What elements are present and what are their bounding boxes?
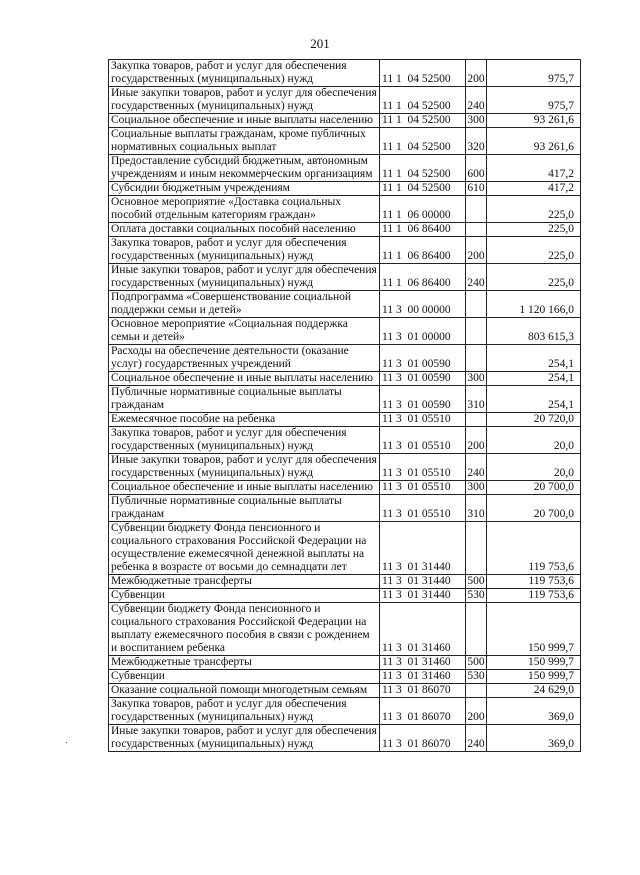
- row-sum-cell: [487, 684, 581, 698]
- row-expense-type-cell: [466, 589, 487, 603]
- row-sum-cell: [487, 698, 581, 725]
- row-target-code-cell: [380, 155, 466, 182]
- table-row: [109, 603, 581, 656]
- table-row: [109, 386, 581, 413]
- row-sum-text: 254,1: [548, 372, 574, 384]
- row-sum-text: 975,7: [548, 73, 574, 85]
- row-sum-text: 119 753,6: [528, 561, 574, 573]
- row-name-cell: [109, 372, 380, 386]
- row-sum-cell: [487, 318, 581, 345]
- table-row: [109, 114, 581, 128]
- row-target-code-cell: [380, 413, 466, 427]
- row-target-code-text: 11 1 04 52500: [382, 141, 451, 153]
- row-expense-type-cell: [466, 87, 487, 114]
- row-expense-type-text: 310: [467, 508, 485, 520]
- row-name-text: Социальное обеспечение и иные выплаты населению: [111, 114, 373, 126]
- row-sum-cell: [487, 237, 581, 264]
- row-expense-type-cell: [466, 60, 487, 87]
- row-name-cell: [109, 454, 380, 481]
- row-sum-cell: [487, 114, 581, 128]
- row-sum-cell: [487, 196, 581, 223]
- row-expense-type-text: 300: [467, 372, 485, 384]
- row-expense-type-text: 240: [467, 100, 485, 112]
- row-sum-cell: [487, 656, 581, 670]
- row-name-text: Социальное обеспечение и иные выплаты населению: [111, 372, 373, 384]
- row-sum-cell: [487, 589, 581, 603]
- row-expense-type-text: 500: [467, 656, 485, 668]
- row-sum-text: 150 999,7: [528, 656, 574, 668]
- table-row: [109, 454, 581, 481]
- table-row: [109, 684, 581, 698]
- row-expense-type-cell: [466, 495, 487, 522]
- row-target-code-cell: [380, 128, 466, 155]
- row-sum-cell: [487, 155, 581, 182]
- row-name-text: Основное мероприятие «Социальная поддержка семьи и детей»: [111, 318, 348, 343]
- row-name-text: Ежемесячное пособие на ребенка: [111, 413, 276, 425]
- row-sum-text: 369,0: [548, 711, 574, 723]
- table-row: [109, 481, 581, 495]
- row-sum-cell: [487, 413, 581, 427]
- row-expense-type-cell: [466, 155, 487, 182]
- row-target-code-text: 11 3 01 31460: [382, 642, 451, 654]
- row-name-cell: [109, 427, 380, 454]
- row-sum-text: 20,0: [553, 440, 574, 452]
- row-name-cell: [109, 495, 380, 522]
- row-sum-cell: [487, 386, 581, 413]
- row-target-code-text: 11 3 01 31440: [382, 575, 451, 587]
- row-sum-text: 803 615,3: [528, 331, 574, 343]
- row-expense-type-text: 300: [467, 114, 485, 126]
- row-expense-type-text: 320: [467, 141, 485, 153]
- row-name-text: Расходы на обеспечение деятельности (оказание услуг) государственных учреждений: [111, 345, 349, 370]
- row-expense-type-text: 530: [467, 670, 485, 682]
- table-row: [109, 372, 581, 386]
- row-sum-text: 1 120 166,0: [519, 304, 574, 316]
- row-expense-type-text: 200: [467, 440, 485, 452]
- row-target-code-text: 11 3 01 31460: [382, 656, 451, 668]
- row-name-cell: [109, 223, 380, 237]
- row-name-text: Межбюджетные трансферты: [111, 575, 252, 587]
- row-sum-cell: [487, 60, 581, 87]
- row-expense-type-cell: [466, 522, 487, 575]
- row-sum-text: 20 720,0: [533, 413, 574, 425]
- table-row: [109, 345, 581, 372]
- row-target-code-text: 11 3 00 00000: [382, 304, 451, 316]
- row-name-cell: [109, 670, 380, 684]
- row-target-code-text: 11 3 01 31440: [382, 589, 451, 601]
- row-expense-type-text: 500: [467, 575, 485, 587]
- row-name-text: Оказание социальной помощи многодетным семьям: [111, 684, 368, 696]
- row-name-text: Закупка товаров, работ и услуг для обеспечения государственных (муниципальных) нужд: [111, 698, 347, 723]
- row-sum-cell: [487, 495, 581, 522]
- row-target-code-cell: [380, 725, 466, 752]
- row-sum-text: 417,2: [548, 168, 574, 180]
- row-sum-text: 20,0: [553, 467, 574, 479]
- row-name-text: Подпрограмма «Совершенствование социальной поддержки семьи и детей»: [111, 291, 352, 316]
- row-sum-text: 150 999,7: [528, 642, 574, 654]
- row-target-code-cell: [380, 237, 466, 264]
- row-target-code-cell: [380, 656, 466, 670]
- row-name-cell: [109, 589, 380, 603]
- row-target-code-text: 11 1 04 52500: [382, 114, 451, 126]
- row-sum-cell: [487, 603, 581, 656]
- table-row: [109, 318, 581, 345]
- row-sum-cell: [487, 670, 581, 684]
- table-body: [109, 60, 581, 752]
- row-expense-type-cell: [466, 223, 487, 237]
- row-target-code-text: 11 3 01 00590: [382, 358, 451, 370]
- row-target-code-text: 11 1 04 52500: [382, 168, 451, 180]
- table-row: [109, 670, 581, 684]
- row-name-cell: [109, 128, 380, 155]
- row-target-code-cell: [380, 223, 466, 237]
- row-target-code-cell: [380, 522, 466, 575]
- row-expense-type-cell: [466, 684, 487, 698]
- row-expense-type-text: 600: [467, 168, 485, 180]
- row-target-code-text: 11 3 01 86070: [382, 711, 451, 723]
- row-target-code-text: 11 3 01 05510: [382, 467, 451, 479]
- row-expense-type-text: 200: [467, 73, 485, 85]
- row-target-code-text: 11 1 06 86400: [382, 277, 451, 289]
- row-name-text: Иные закупки товаров, работ и услуг для обеспечения государственных (муниципальных) нужд: [111, 454, 377, 479]
- row-target-code-text: 11 3 01 00000: [382, 331, 451, 343]
- row-expense-type-cell: [466, 182, 487, 196]
- table-row: [109, 575, 581, 589]
- table-row: [109, 589, 581, 603]
- row-expense-type-cell: [466, 656, 487, 670]
- row-expense-type-cell: [466, 386, 487, 413]
- row-target-code-text: 11 3 01 05510: [382, 440, 451, 452]
- row-name-text: Субвенции: [111, 589, 165, 601]
- row-target-code-cell: [380, 481, 466, 495]
- row-sum-cell: [487, 223, 581, 237]
- page-number: 201: [310, 36, 330, 51]
- row-sum-cell: [487, 725, 581, 752]
- budget-expenditure-table: [108, 59, 581, 752]
- table-row: [109, 264, 581, 291]
- row-name-cell: [109, 345, 380, 372]
- table-row: [109, 87, 581, 114]
- row-sum-text: 417,2: [548, 182, 574, 194]
- row-target-code-cell: [380, 454, 466, 481]
- row-sum-cell: [487, 264, 581, 291]
- row-target-code-text: 11 1 04 52500: [382, 182, 451, 194]
- row-expense-type-text: 240: [467, 738, 485, 750]
- row-sum-cell: [487, 345, 581, 372]
- row-expense-type-cell: [466, 372, 487, 386]
- row-name-text: Субвенции бюджету Фонда пенсионного и социального страхования Российской Федерации на осуществление ежемесячной денежной выплаты на ребенка в возрасте от восьми до семнадцати лет: [111, 522, 367, 573]
- row-expense-type-text: 240: [467, 467, 485, 479]
- table-row: [109, 427, 581, 454]
- row-sum-text: 225,0: [548, 250, 574, 262]
- row-sum-cell: [487, 372, 581, 386]
- row-target-code-cell: [380, 345, 466, 372]
- row-expense-type-text: 530: [467, 589, 485, 601]
- row-sum-text: 93 261,6: [533, 141, 574, 153]
- row-name-cell: [109, 481, 380, 495]
- row-sum-cell: [487, 128, 581, 155]
- row-expense-type-cell: [466, 413, 487, 427]
- table-row: [109, 656, 581, 670]
- row-name-text: Социальное обеспечение и иные выплаты населению: [111, 481, 373, 493]
- row-target-code-cell: [380, 87, 466, 114]
- table-row: [109, 182, 581, 196]
- row-target-code-text: 11 1 06 86400: [382, 250, 451, 262]
- table-row: [109, 60, 581, 87]
- row-name-cell: [109, 182, 380, 196]
- row-target-code-cell: [380, 495, 466, 522]
- row-target-code-text: 11 1 06 00000: [382, 209, 451, 221]
- row-name-text: Иные закупки товаров, работ и услуг для обеспечения государственных (муниципальных) нужд: [111, 725, 377, 750]
- row-target-code-cell: [380, 372, 466, 386]
- row-target-code-text: 11 3 01 05510: [382, 508, 451, 520]
- row-name-text: Предоставление субсидий бюджетным, автономным учреждениям и иным некоммерческим организациям: [111, 155, 373, 180]
- row-name-cell: [109, 60, 380, 87]
- row-name-cell: [109, 237, 380, 264]
- row-sum-cell: [487, 182, 581, 196]
- row-name-cell: [109, 656, 380, 670]
- row-expense-type-cell: [466, 291, 487, 318]
- table-row: [109, 196, 581, 223]
- row-sum-cell: [487, 291, 581, 318]
- row-name-text: Социальные выплаты гражданам, кроме публичных нормативных социальных выплат: [111, 128, 366, 153]
- row-target-code-cell: [380, 386, 466, 413]
- row-name-text: Публичные нормативные социальные выплаты гражданам: [111, 495, 342, 520]
- row-name-cell: [109, 575, 380, 589]
- row-name-cell: [109, 698, 380, 725]
- row-target-code-cell: [380, 427, 466, 454]
- row-sum-text: 254,1: [548, 358, 574, 370]
- row-target-code-cell: [380, 684, 466, 698]
- row-name-cell: [109, 196, 380, 223]
- row-expense-type-cell: [466, 481, 487, 495]
- row-expense-type-text: 200: [467, 711, 485, 723]
- row-expense-type-text: 610: [467, 182, 485, 194]
- row-name-text: Субвенции бюджету Фонда пенсионного и социального страхования Российской Федерации на выплату ежемесячного пособия в связи с рождением и воспитанием ребенка: [111, 603, 370, 654]
- row-sum-cell: [487, 427, 581, 454]
- row-sum-cell: [487, 481, 581, 495]
- row-target-code-text: 11 3 01 31460: [382, 670, 451, 682]
- table-row: [109, 237, 581, 264]
- row-target-code-text: 11 1 04 52500: [382, 73, 451, 85]
- row-target-code-text: 11 3 01 00590: [382, 372, 451, 384]
- row-target-code-cell: [380, 182, 466, 196]
- row-target-code-cell: [380, 196, 466, 223]
- row-sum-text: 225,0: [548, 209, 574, 221]
- row-name-cell: [109, 87, 380, 114]
- row-expense-type-cell: [466, 454, 487, 481]
- row-name-text: Межбюджетные трансферты: [111, 656, 252, 668]
- row-name-cell: [109, 264, 380, 291]
- row-target-code-cell: [380, 60, 466, 87]
- row-sum-text: 24 629,0: [533, 684, 574, 696]
- row-expense-type-cell: [466, 264, 487, 291]
- row-target-code-cell: [380, 318, 466, 345]
- row-name-text: Закупка товаров, работ и услуг для обеспечения государственных (муниципальных) нужд: [111, 427, 347, 452]
- row-expense-type-cell: [466, 128, 487, 155]
- row-sum-text: 254,1: [548, 399, 574, 411]
- row-name-text: Публичные нормативные социальные выплаты гражданам: [111, 386, 342, 411]
- row-name-cell: [109, 522, 380, 575]
- row-target-code-cell: [380, 264, 466, 291]
- row-sum-text: 119 753,6: [528, 575, 574, 587]
- table-row: [109, 291, 581, 318]
- row-expense-type-text: 310: [467, 399, 485, 411]
- row-target-code-text: 11 3 01 31440: [382, 561, 451, 573]
- row-target-code-cell: [380, 114, 466, 128]
- row-expense-type-cell: [466, 575, 487, 589]
- row-sum-cell: [487, 575, 581, 589]
- row-name-text: Оплата доставки социальных пособий населению: [111, 223, 356, 235]
- table-row: [109, 155, 581, 182]
- row-name-cell: [109, 725, 380, 752]
- row-expense-type-cell: [466, 196, 487, 223]
- row-target-code-text: 11 3 01 86070: [382, 738, 451, 750]
- row-name-text: Закупка товаров, работ и услуг для обеспечения государственных (муниципальных) нужд: [111, 237, 347, 262]
- row-expense-type-text: 200: [467, 250, 485, 262]
- row-name-text: Иные закупки товаров, работ и услуг для обеспечения государственных (муниципальных) нужд: [111, 264, 377, 289]
- margin-mark: [66, 742, 67, 743]
- row-target-code-cell: [380, 698, 466, 725]
- row-target-code-cell: [380, 575, 466, 589]
- row-expense-type-cell: [466, 114, 487, 128]
- row-name-text: Основное мероприятие «Доставка социальных пособий отдельным категориям граждан»: [111, 196, 341, 221]
- table-row: [109, 223, 581, 237]
- row-name-cell: [109, 413, 380, 427]
- row-expense-type-cell: [466, 237, 487, 264]
- row-target-code-text: 11 1 06 86400: [382, 223, 451, 235]
- row-expense-type-cell: [466, 427, 487, 454]
- row-name-cell: [109, 603, 380, 656]
- row-target-code-text: 11 3 01 00590: [382, 399, 451, 411]
- row-name-cell: [109, 318, 380, 345]
- row-target-code-text: 11 3 01 05510: [382, 413, 451, 425]
- row-target-code-text: 11 1 04 52500: [382, 100, 451, 112]
- row-sum-text: 369,0: [548, 738, 574, 750]
- table-row: [109, 128, 581, 155]
- row-sum-cell: [487, 454, 581, 481]
- row-sum-text: 225,0: [548, 223, 574, 235]
- table-row: [109, 522, 581, 575]
- row-name-cell: [109, 291, 380, 318]
- row-expense-type-cell: [466, 318, 487, 345]
- row-expense-type-cell: [466, 603, 487, 656]
- row-name-text: Иные закупки товаров, работ и услуг для обеспечения государственных (муниципальных) нужд: [111, 87, 377, 112]
- row-sum-text: 975,7: [548, 100, 574, 112]
- row-sum-text: 225,0: [548, 277, 574, 289]
- row-name-cell: [109, 386, 380, 413]
- row-target-code-cell: [380, 603, 466, 656]
- row-target-code-cell: [380, 589, 466, 603]
- table-row: [109, 495, 581, 522]
- row-target-code-text: 11 3 01 05510: [382, 481, 451, 493]
- row-expense-type-cell: [466, 725, 487, 752]
- row-expense-type-cell: [466, 698, 487, 725]
- row-sum-cell: [487, 87, 581, 114]
- row-target-code-cell: [380, 670, 466, 684]
- row-name-cell: [109, 114, 380, 128]
- table-row: [109, 698, 581, 725]
- row-target-code-text: 11 3 01 86070: [382, 684, 451, 696]
- row-expense-type-text: 300: [467, 481, 485, 493]
- row-target-code-cell: [380, 291, 466, 318]
- row-sum-text: 119 753,6: [528, 589, 574, 601]
- row-sum-text: 20 700,0: [533, 508, 574, 520]
- row-sum-text: 20 700,0: [533, 481, 574, 493]
- row-name-cell: [109, 684, 380, 698]
- row-expense-type-cell: [466, 345, 487, 372]
- row-sum-cell: [487, 522, 581, 575]
- table-row: [109, 413, 581, 427]
- row-name-text: Субсидии бюджетным учреждениям: [111, 182, 290, 194]
- row-expense-type-cell: [466, 670, 487, 684]
- row-expense-type-text: 240: [467, 277, 485, 289]
- table-row: [109, 725, 581, 752]
- row-name-text: Закупка товаров, работ и услуг для обеспечения государственных (муниципальных) нужд: [111, 60, 347, 85]
- row-sum-text: 93 261,6: [533, 114, 574, 126]
- row-name-text: Субвенции: [111, 670, 165, 682]
- row-name-cell: [109, 155, 380, 182]
- row-sum-text: 150 999,7: [528, 670, 574, 682]
